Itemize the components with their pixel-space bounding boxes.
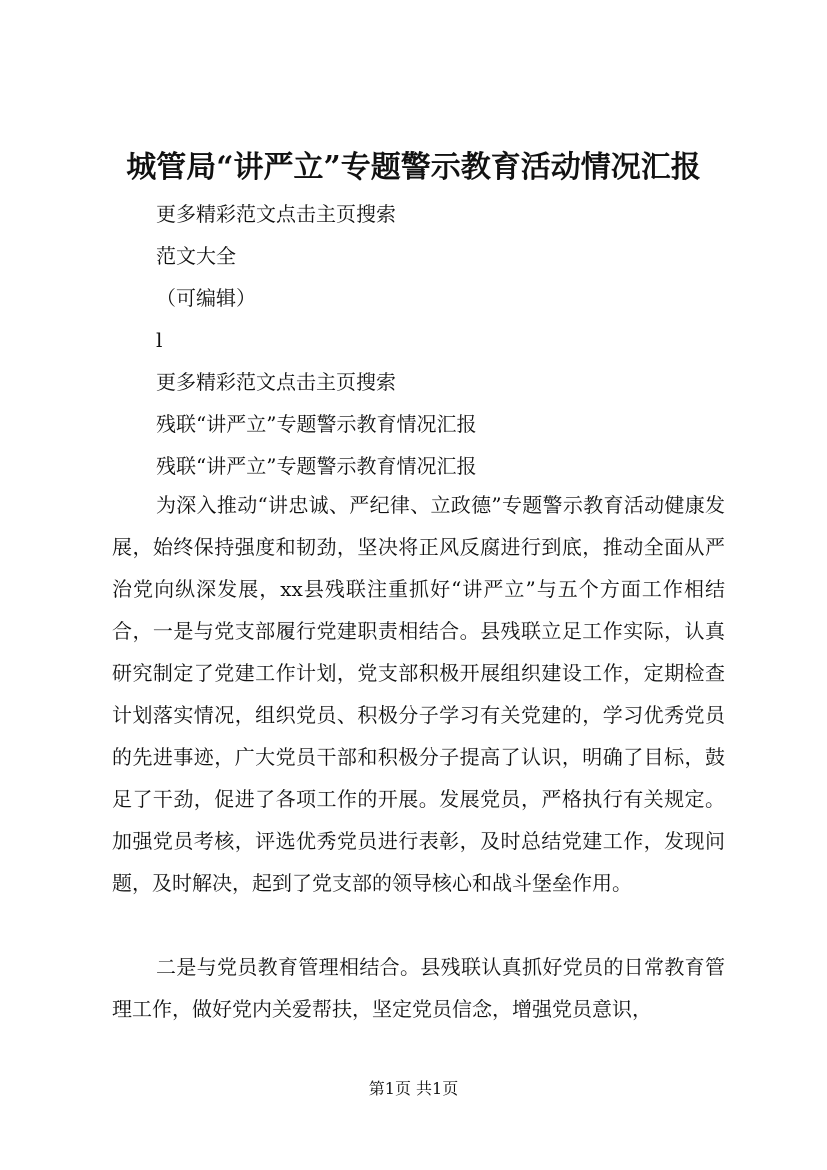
promo-line-repeat: 更多精彩范文点击主页搜索 bbox=[156, 370, 396, 394]
page-footer: 第1页 共1页 bbox=[368, 1079, 459, 1098]
promo-line: 更多精彩范文点击主页搜索 bbox=[156, 202, 396, 226]
marker-line: l bbox=[156, 328, 163, 352]
subtitle-line: 残联“讲严立”专题警示教育情况汇报 bbox=[156, 412, 477, 436]
body-paragraph-1: 为深入推动“讲忠诚、严纪律、立政德”专题警示教育活动健康发展，始终保持强度和韧劲，坚决将正风反腐进行到底，推动全面从严治党向纵深发展，xx县残联注重抓好“讲严立”与五个方面工作相结合，一是与党支部履行党建职责相结合。县残联立足工作实际，认真研究制定了党建工作计划，党支部积极开展组织建设工作，定期检查计划落实情况，组织党员、积极分子学习有关党建的，学习优秀党员的先进事迹，广大党员干部和积极分子提高了认识，明确了目标，鼓足了干劲，促进了各项工作的开展。发展党员，严格执行有关规定。加强党员考核，评选优秀党员进行表彰，及时总结党建工作，发现问题，及时解决，起到了党支部的领导核心和战斗堡垒作用。 bbox=[112, 493, 725, 895]
collection-label: 范文大全 bbox=[156, 244, 236, 268]
body-paragraph-2: 二是与党员教育管理相结合。县残联认真抓好党员的日常教育管理工作，做好党内关爱帮扶，坚定党员信念，增强党员意识， bbox=[112, 955, 725, 1021]
subtitle-line-repeat: 残联“讲严立”专题警示教育情况汇报 bbox=[156, 454, 477, 478]
document-title: 城管局“讲严立”专题警示教育活动情况汇报 bbox=[126, 150, 701, 185]
editable-note: （可编辑） bbox=[156, 286, 256, 310]
